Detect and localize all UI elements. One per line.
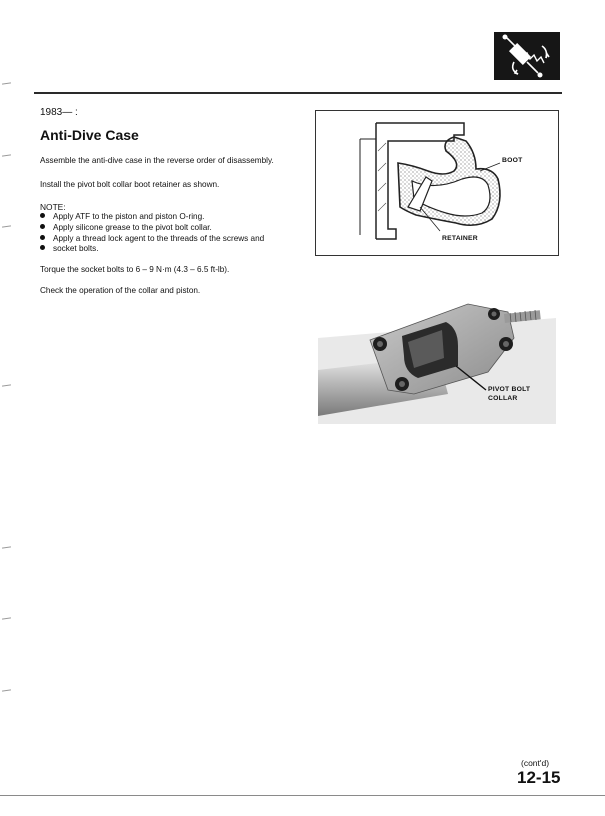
pivot-bolt-collar-photo xyxy=(318,298,556,424)
cross-section-drawing xyxy=(316,111,558,255)
paragraph: Torque the socket bolts to 6 – 9 N·m (4.3 – 6.5 ft-lb). xyxy=(40,265,230,274)
collar-label: COLLAR xyxy=(488,395,518,402)
scan-mark xyxy=(2,689,11,691)
boot-retainer-diagram xyxy=(315,110,559,256)
retainer-label: RETAINER xyxy=(442,235,478,242)
note-label: NOTE: xyxy=(40,202,66,212)
paragraph: Check the operation of the collar and piston. xyxy=(40,286,201,295)
section-title: Anti-Dive Case xyxy=(40,127,139,143)
scan-mark xyxy=(2,82,11,84)
paragraph: Assemble the anti-dive case in the reverse order of disassembly. xyxy=(40,156,274,165)
year-label: 1983— : xyxy=(40,107,78,118)
page-number: 12-15 xyxy=(517,768,561,787)
bullet-icon xyxy=(40,245,45,250)
scan-mark xyxy=(2,384,11,386)
list-item: Apply silicone grease to the pivot bolt collar. xyxy=(40,223,264,234)
scan-mark xyxy=(2,617,11,619)
bullet-icon xyxy=(40,235,45,240)
footer-rule xyxy=(0,795,605,796)
paragraph: Install the pivot bolt collar boot retainer as shown. xyxy=(40,180,220,189)
bullet-icon xyxy=(40,213,45,218)
list-item: Apply ATF to the piston and piston O-ring. xyxy=(40,212,264,223)
scan-mark xyxy=(2,154,11,156)
bullet-icon xyxy=(40,224,45,229)
scan-mark xyxy=(2,546,11,548)
list-item: socket bolts. xyxy=(40,244,264,255)
photo-illustration xyxy=(318,298,556,424)
shock-absorber-icon xyxy=(494,32,560,80)
header-rule xyxy=(34,92,562,94)
note-list xyxy=(40,212,264,255)
list-item: Apply a thread lock agent to the threads of the screws and xyxy=(40,234,264,245)
continued-label: (cont'd) xyxy=(521,758,550,768)
scan-mark xyxy=(2,225,11,227)
boot-label: BOOT xyxy=(502,157,523,164)
pivot-bolt-label: PIVOT BOLT xyxy=(488,386,531,393)
